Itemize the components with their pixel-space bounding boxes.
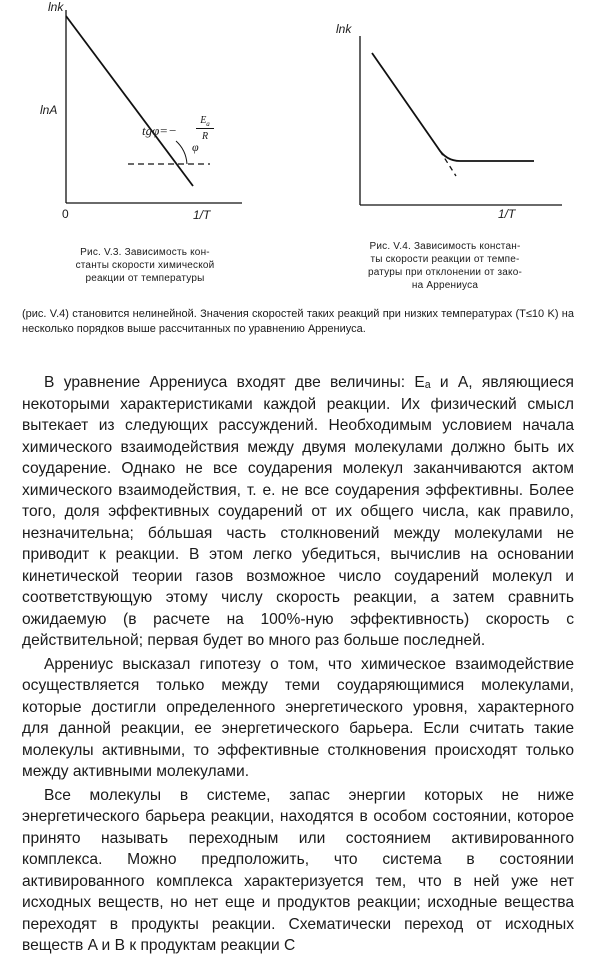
- angle-label: φ: [192, 140, 199, 154]
- arrhenius-line: [66, 16, 193, 186]
- figure-v4-plot: [322, 18, 572, 238]
- figure-v3: [20, 0, 250, 240]
- lnk-label: lnk: [336, 22, 352, 36]
- paragraph-1: В уравнение Аррениуса входят две величины: Eₐ и A, являющиеся некоторыми характеристиками каждой реакции. Их физический смысл вытекает из следующих рассуждений. Необходимым условием начала химического взаимодействия между двумя молекулами должно быть их соударение. Однако не все соударения молекул заканчиваются актом химического взаимодействия, т. е. не все соударения эффективны. Более того, доля эффективных соударений от их общего числа, как правило, незначительна; бóльшая часть столкновений между молекулами не приводит к реакции. В этом легко убедиться, вычислив на основании кинетической теории газов возможное число соударений молекул и соответствующую этому числу скорость реакции, а затем сравнить ожидаемую (в расчете на 100%-ную эффективность) скорость с действительной; первая будет во много раз больше последней.: [22, 374, 574, 649]
- paragraph-2: Аррениус высказал гипотезу о том, что химическое взаимодействие осуществляется только между теми соударяющимися молекулами, которые достигли определенного энергетического уровня, характерного для данной реакции, ее энергетического барьера. Если считать такие молекулы активными, то эффективные столкновения происходят только между активными молекулами.: [22, 655, 574, 780]
- angle-arc: [176, 141, 187, 164]
- slope-label: tgφ=−: [142, 123, 177, 138]
- lnA-label: lnA: [40, 103, 58, 117]
- body-text: [22, 372, 574, 959]
- slope-denominator: R: [201, 131, 209, 142]
- figure-v3-plot: [20, 0, 250, 240]
- figure-v4: [322, 18, 572, 238]
- slope-numerator: $E_a$: [196, 115, 214, 129]
- lnk-label: lnk: [48, 0, 64, 14]
- paragraph-3: Все молекулы в системе, запас энергии которых не ниже энергетического барьера реакции, находятся в особом состоянии, которое принято называть переходным или состоянием активированного комплекса. Можно предположить, что система в состоянии активированного комплекса характеризуется тем, что в ней уже нет исходных веществ, но нет еще и продуктов реакции; исходные вещества переходят в продукты реакции. Схематически переход от исходных веществ A и B к продуктам реакции C: [22, 786, 574, 954]
- x-axis-label: 1/T: [498, 207, 516, 221]
- figure-v3-caption: Рис. V.3. Зависимость кон- станты скорости химической реакции от температуры: [75, 247, 215, 284]
- figure-v4-caption: Рис. V.4. Зависимость констан- ты скорости реакции от темпе- ратуры при отклонении от зако- на Аррениуса: [367, 241, 523, 291]
- origin-label: 0: [62, 207, 69, 221]
- curved-line: [372, 53, 534, 161]
- x-axis-label: 1/T: [193, 208, 211, 222]
- dashed-extension: [440, 151, 456, 176]
- small-text: (рис. V.4) становится нелинейной. Значения скоростей таких реакций при низких температурах (T≤10 K) на несколько порядков выше рассчитанных по уравнению Аррениуса.: [22, 308, 574, 335]
